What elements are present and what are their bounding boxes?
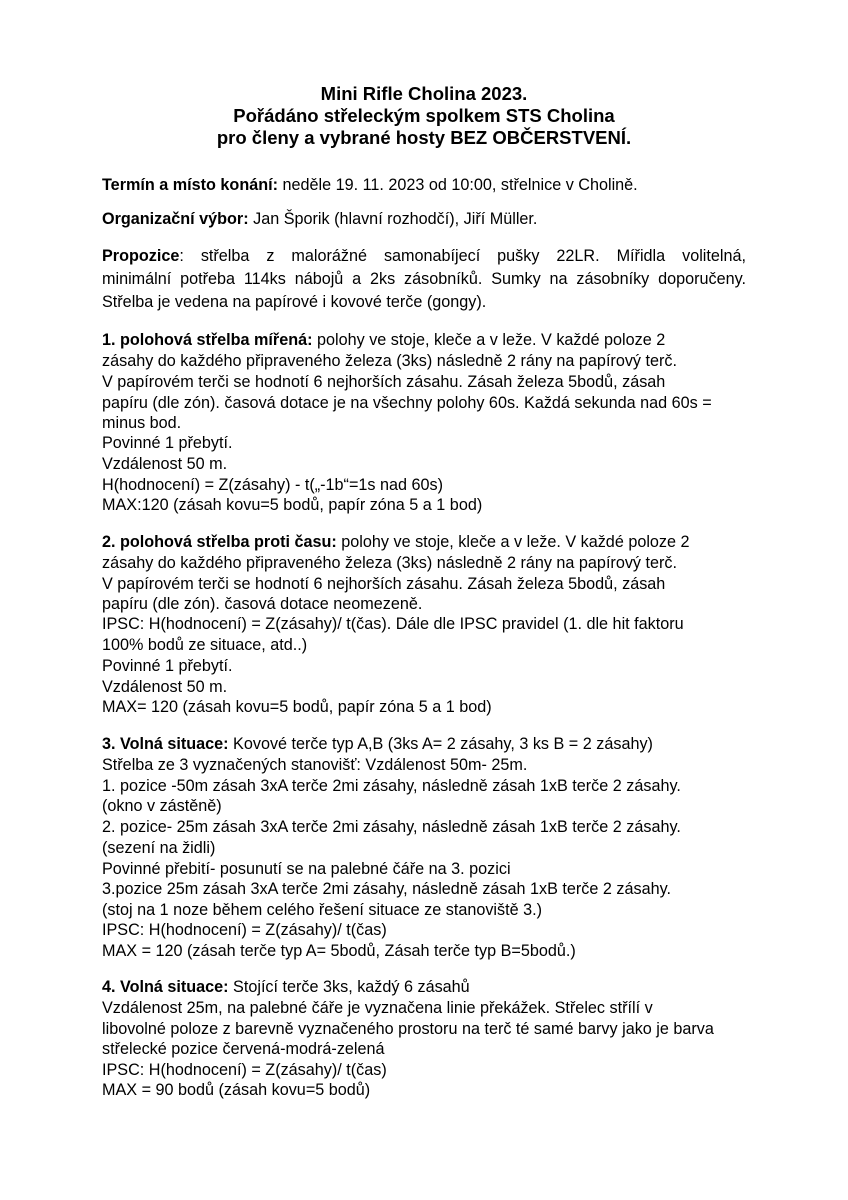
section-2-line: IPSC: H(hodnocení) = Z(zásahy)/ t(čas). Dále dle IPSC pravidel (1. dle hit faktoru: [102, 615, 684, 633]
section-2-line: V papírovém terči se hodnotí 6 nejhorších zásahu. Zásah železa 5bodů, zásah: [102, 575, 666, 593]
section-1-line: papíru (dle zón). časová dotace je na všechny polohy 60s. Každá sekunda nad 60s =: [102, 394, 712, 412]
section-3-line: (okno v zástěně): [102, 797, 222, 815]
committee-paragraph: [102, 209, 537, 229]
section-1-line: Povinné 1 přebytí.: [102, 434, 233, 452]
termin-paragraph: [102, 175, 638, 195]
section-3-line: Povinné přebití- posunutí se na palebné čáře na 3. pozici: [102, 860, 511, 878]
section-3-line: Střelba ze 3 vyznačených stanovišť: Vzdálenost 50m- 25m.: [102, 756, 528, 774]
section-1-title: 1. polohová střelba mířená:: [102, 331, 313, 349]
doc-title-line-2: Pořádáno střeleckým spolkem STS Cholina: [233, 105, 615, 126]
section-4-line: MAX = 90 bodů (zásah kovu=5 bodů): [102, 1081, 371, 1099]
section-3-line: IPSC: H(hodnocení) = Z(zásahy)/ t(čas): [102, 921, 387, 939]
doc-title-line-1: Mini Rifle Cholina 2023.: [320, 83, 528, 104]
section-1-line: H(hodnocení) = Z(zásahy) - t(„-1b“=1s nad 60s): [102, 476, 443, 494]
propozice-label: Propozice: [102, 247, 180, 265]
section-3-line: MAX = 120 (zásah terče typ A= 5bodů, Zásah terče typ B=5bodů.): [102, 942, 576, 960]
section-1-line: zásahy do každého připraveného železa (3ks) následně 2 rány na papírový terč.: [102, 352, 677, 370]
propozice-line-2: minimální potřeba 114ks nábojů a 2ks zásobníků. Sumky na zásobníky doporučeny.: [102, 270, 746, 288]
section-3-line: 3.pozice 25m zásah 3xA terče 2mi zásahy, následně zásah 1xB terče 2 zásahy.: [102, 880, 671, 898]
section-2-line: zásahy do každého připraveného železa (3ks) následně 2 rány na papírový terč.: [102, 554, 677, 572]
section-3-line: 1. pozice -50m zásah 3xA terče 2mi zásahy, následně zásah 1xB terče 2 zásahy.: [102, 777, 681, 795]
section-4-line: libovolné poloze z barevně vyznačeného prostoru na terč té samé barvy jako je barva: [102, 1020, 714, 1038]
section-1-line: V papírovém terči se hodnotí 6 nejhorších zásahu. Zásah železa 5bodů, zásah: [102, 373, 666, 391]
section-4-line: střelecké pozice červená-modrá-zelená: [102, 1040, 385, 1058]
section-4-line: Vzdálenost 25m, na palebné čáře je vyznačena linie překážek. Střelec střílí v: [102, 999, 653, 1017]
section-3-line: 2. pozice- 25m zásah 3xA terče 2mi zásahy, následně zásah 1xB terče 2 zásahy.: [102, 818, 681, 836]
section-2-title: 2. polohová střelba proti času:: [102, 533, 337, 551]
propozice-line-1: Propozice: střelba z malorážné samonabíjecí pušky 22LR. Mířidla volitelná,: [102, 247, 746, 265]
section-1-line: MAX:120 (zásah kovu=5 bodů, papír zóna 5 a 1 bod): [102, 496, 483, 514]
section-2-line: MAX= 120 (zásah kovu=5 bodů, papír zóna 5 a 1 bod): [102, 698, 492, 716]
section-2-heading: 2. polohová střelba proti času: polohy ve stoje, kleče a v leže. V každé poloze 2: [102, 533, 690, 551]
section-3-line: (sezení na židli): [102, 839, 216, 857]
termin-label: Termín a místo konání:: [102, 176, 278, 194]
section-4-heading: 4. Volná situace: Stojící terče 3ks, každý 6 zásahů: [102, 978, 470, 996]
section-2-line: 100% bodů ze situace, atd..): [102, 636, 308, 654]
committee-label: Organizační výbor:: [102, 210, 249, 228]
section-4-line: IPSC: H(hodnocení) = Z(zásahy)/ t(čas): [102, 1061, 387, 1079]
doc-title-line-3: pro členy a vybrané hosty BEZ OBČERSTVENÍ.: [216, 127, 632, 148]
propozice-line-3: Střelba je vedena na papírové i kovové terče (gongy).: [102, 293, 487, 311]
section-2-line: Povinné 1 přebytí.: [102, 657, 233, 675]
section-3-heading: 3. Volná situace: Kovové terče typ A,B (3ks A= 2 zásahy, 3 ks B = 2 zásahy): [102, 735, 653, 753]
termin-value: neděle 19. 11. 2023 od 10:00, střelnice v Cholině.: [278, 176, 638, 194]
committee-value: Jan Šporik (hlavní rozhodčí), Jiří Müller.: [248, 210, 538, 228]
section-3-title: 3. Volná situace:: [102, 735, 229, 753]
section-3-line: (stoj na 1 noze během celého řešení situace ze stanoviště 3.): [102, 901, 543, 919]
section-1-heading: 1. polohová střelba mířená: polohy ve stoje, kleče a v leže. V každé poloze 2: [102, 331, 666, 349]
section-2-line: papíru (dle zón). časová dotace neomezeně.: [102, 595, 423, 613]
section-2-line: Vzdálenost 50 m.: [102, 678, 228, 696]
section-1-line: minus bod.: [102, 414, 182, 432]
section-1-line: Vzdálenost 50 m.: [102, 455, 228, 473]
section-4-title: 4. Volná situace:: [102, 978, 229, 996]
